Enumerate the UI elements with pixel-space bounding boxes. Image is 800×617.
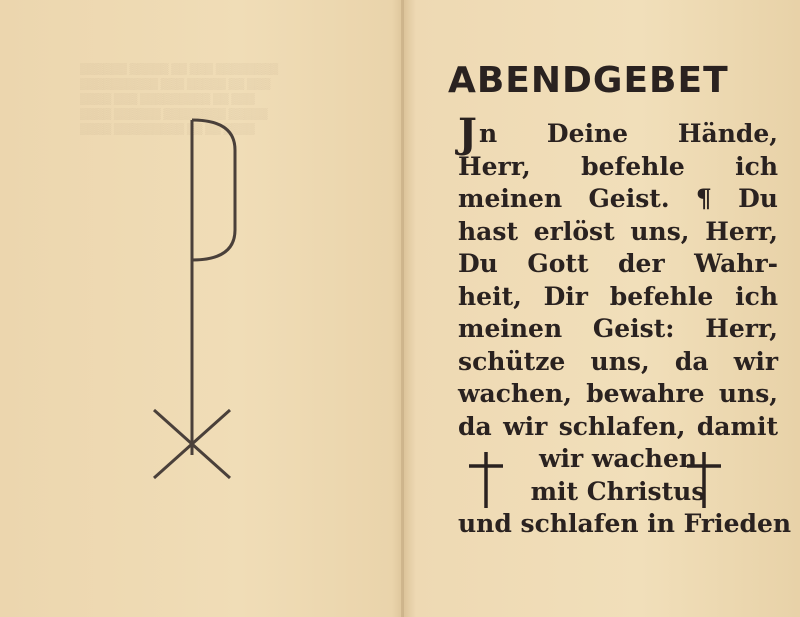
right-page (404, 0, 800, 617)
prayer-text (458, 110, 792, 541)
prayer-line: Jn Deine Hände, (458, 110, 778, 157)
prayer-line: wachen, bewahre uns, (458, 379, 778, 408)
prayer-line: Herr, befehle ich (458, 151, 778, 181)
prayer-line: da wir schlafen, damit (458, 411, 778, 441)
prayer-line: und schlafen in Frieden (458, 509, 792, 538)
prayer-line: meinen Geist: Herr, (458, 314, 778, 343)
prayer-line: heit, Dir befehle ich (458, 281, 778, 311)
page-title: ABENDGEBET (448, 60, 729, 101)
prayer-line: schütze uns, da wir (458, 346, 778, 376)
prayer-line: mit Christus (530, 476, 706, 506)
chi-rho-icon (140, 110, 260, 490)
prayer-line: wir wachen (538, 444, 698, 473)
prayer-line: hast erlöst uns, Herr, (458, 216, 778, 246)
cross-icon (466, 450, 506, 510)
prayer-line: Du Gott der Wahr- (458, 249, 778, 278)
cross-icon (684, 450, 724, 510)
bleed-through-text: ▒▒▒▒▒▒ ▒▒▒▒▒ ▒▒ ▒▒▒ ▒▒▒▒▒▒▒▒ ▒▒▒▒▒▒▒▒▒▒ ▒▒▒ ▒▒▒▒▒ ▒▒ ▒▒▒ ▒▒▒▒ ▒▒▒ ▒▒▒▒▒▒▒▒▒ ▒▒ ▒▒▒ ▒▒▒▒ ▒▒▒▒▒▒ ▒▒▒▒▒▒▒▒ ▒▒▒▒▒ ▒▒▒▒ ▒▒▒▒▒▒▒▒▒ ▒▒ ▒▒ ▒▒▒▒ (80, 63, 279, 135)
prayer-line: meinen Geist. ¶ Du (458, 184, 778, 213)
drop-cap: J (458, 110, 477, 157)
